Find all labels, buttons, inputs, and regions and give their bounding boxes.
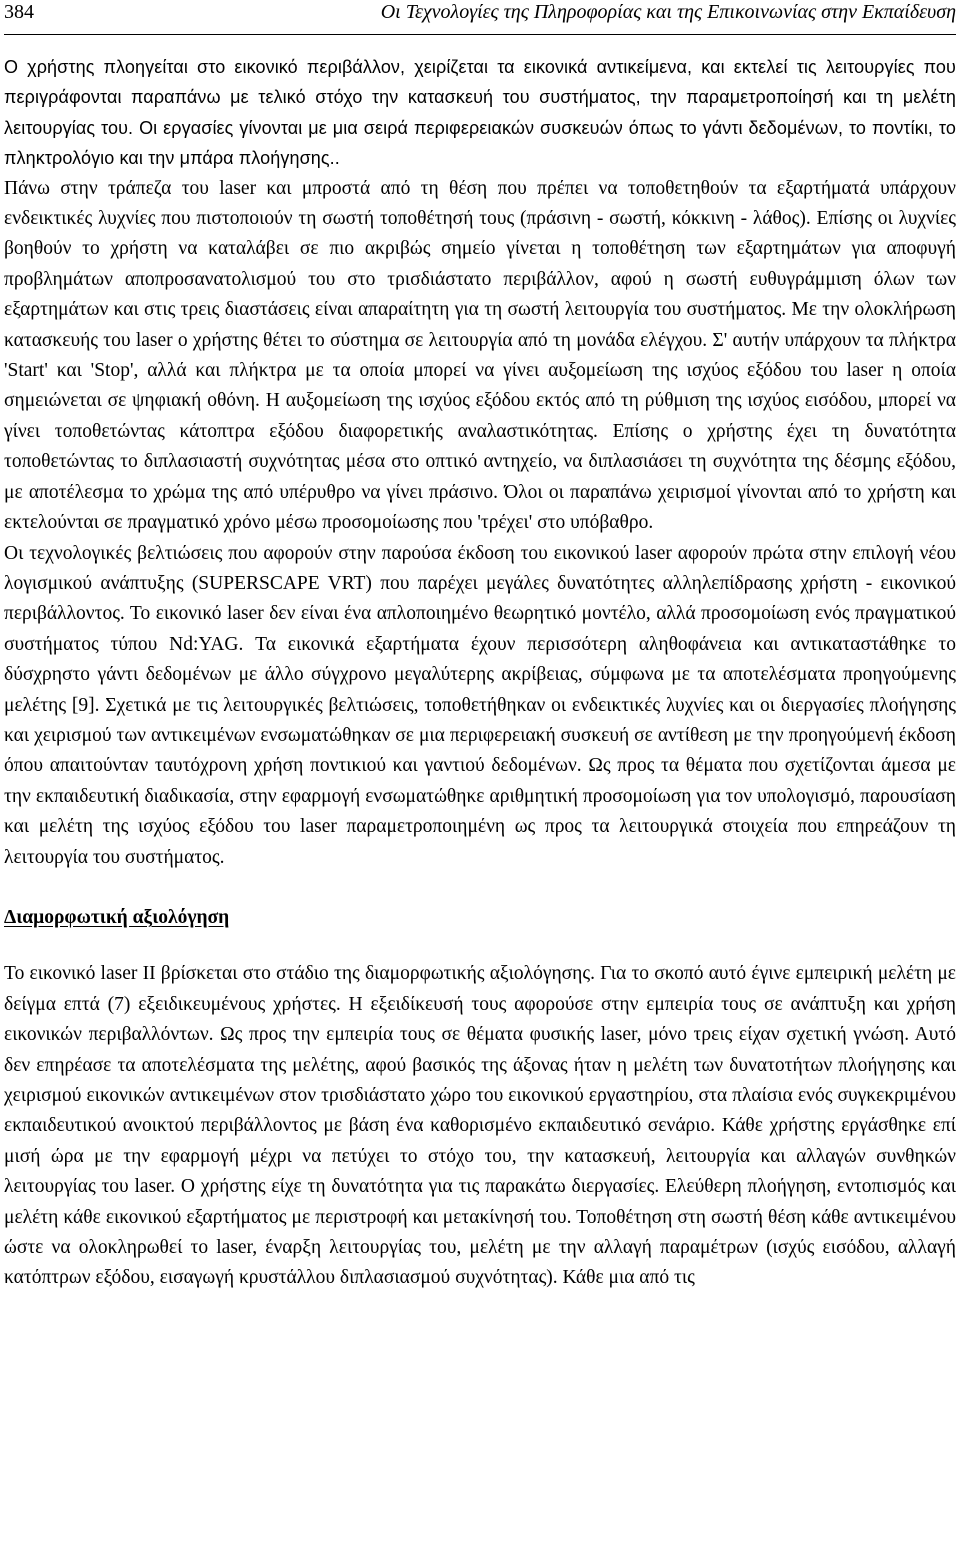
paragraph-navigation-intro: Ο χρήστης πλοηγείται στο εικονικό περιβάλλον, χειρίζεται τα εικονικά αντικείμενα, και εκτελεί τις λειτουργίες που περιγράφονται παραπάνω με τελικό στόχο την κατασκευή του συστήματος, την παραμετροποίησή και τη μελέτη λειτουργίας του. Οι εργασίες γίνονται με μια σειρά περιφερειακών συσκευών όπως το γάντι δεδομένων, το ποντίκι, το πληκτρολόγιο και την μπάρα πλοήγησης.. (4, 57, 956, 169)
paragraph-indicator-lamps: Πάνω στην τράπεζα του laser και μπροστά από τη θέση που πρέπει να τοποθετηθούν τα εξαρτήματά υπάρχουν ενδεικτικές λυχνίες που πιστοποιούν τη σωστή τοποθέτησή τους (πράσινη - σωστή, κόκκινη - λάθος). Επίσης οι λυχνίες βοηθούν το χρήστη να καταλάβει σε πιο ακριβώς σημείο γίνεται η τοποθέτηση των εξαρτημάτων για αποφυγή προβλημάτων αποπροσανατολισμού του στο τρισδιάστατο περιβάλλον, αφού η σωστή ευθυγράμμιση όλων των εξαρτημάτων και στις τρεις διαστάσεις είναι απαραίτητη για τη σωστή λειτουργία του συστήματος. Με την ολοκλήρωση κατασκευής του laser ο χρήστης θέτει το σύστημα σε λειτουργία από τη μονάδα ελέγχου. Σ' αυτήν υπάρχουν τα πλήκτρα 'Start' και 'Stop', αλλά και πλήκτρα με τα οποία μπορεί να γίνει αυξομείωση της ισχύος εξόδου του laser η οποία σημειώνεται σε ψηφιακή οθόνη. Η αυξομείωση της ισχύος εξόδου εκτός από τη ρύθμιση της ισχύος εισόδου, μπορεί να γίνει τοποθετώντας κάτοπτρα εξόδου διαφορετικής αναλαστικότητας. Επίσης ο χρήστης έχει τη δυνατότητα τοποθετώντας το διπλασιαστή συχνότητας μέσα στο οπτικό αντηχείο, να διπλασιάσει τη συχνότητα της δέσμης εξόδου, με αποτέλεσμα το χρώμα της από υπέρυθρο να γίνει πράσινο. Όλοι οι παραπάνω χειρισμοί γίνονται από το χρήστη και εκτελούνται σε πραγματικό χρόνο μέσω προσομοίωσης που 'τρέχει' στο υπόβαθρο. (4, 177, 956, 534)
heading-spacer (4, 933, 956, 959)
section-spacer (4, 873, 956, 903)
page-number: 384 (4, 1, 34, 23)
running-title: Οι Τεχνολογίες της Πληροφορίας και της Επικοινωνίας στην Εκπαίδευση (380, 1, 956, 23)
paragraph-formative-evaluation: Το εικονικό laser II βρίσκεται στο στάδιο της διαμορφωτικής αξιολόγησης. Για το σκοπό αυτό έγινε εμπειρική μελέτη με δείγμα επτά (7) εξειδικευμένους χρήστες. Η εξειδίκευσή τους αφορούσε στην εμπειρία τους σε ανάπτυξη και χρήση εικονικών περιβαλλόντων. Ως προς την εμπειρία τους σε θέματα φυσικής laser, μόνο τρεις είχαν σχετική γνώση. Αυτό δεν επηρέασε τα αποτελέσματα της μελέτης, αφού βασικός της άξονας ήταν η μελέτη των δυνατοτήτων πλοήγησης και χειρισμού εικονικών αντικειμένων στον τρισδιάστατο χώρο του εικονικού εργαστηρίου, στα πλαίσια ενός συγκεκριμένου εκπαιδευτικού ανοικτού περιβάλλοντος με βάση ένα καθορισμένο εκπαιδευτικό σενάριο. Κάθε χρήστης εργάσθηκε επί μισή ώρα με την εφαρμογή μέχρι να πετύχει το στόχο του, την κατασκευή, λειτουργία και αλλαγών συνθηκών λειτουργίας του laser. Ο χρήστης είχε τη δυνατότητα για τις παρακάτω διεργασίες. Ελεύθερη πλοήγηση, εντοπισμός και μελέτη κάθε εικονικού εξαρτήματος με περιστροφή και μετακίνησή του. Τοποθέτηση στη σωστή θέση κάθε αντικειμένου ώστε να ολοκληρωθεί το laser, έναρξη λειτουργίας του, μελέτη με την αλλαγή παραμέτρων (ισχύς εισόδου, αλλαγή κατόπτρων εξόδου, εισαγωγή κρυστάλλου διπλασιασμού συχνότητας). Κάθε μια από τις (4, 963, 956, 1289)
paragraph-technological-improvements: Οι τεχνολογικές βελτιώσεις που αφορούν στην παρούσα έκδοση του εικονικού laser αφορούν πρώτα στην επιλογή νέου λογισμικού ανάπτυξης (SUPERSCAPE VRT) που παρέχει μεγάλες δυνατότητες αλληλεπίδρασης χρήστη - εικονικού περιβάλλοντος. Το εικονικό laser δεν είναι ένα απλοποιημένο θεωρητικό μοντέλο, αλλά προσομοίωση ενός πραγματικού συστήματος τύπου Nd:YAG. Τα εικονικά εξαρτήματα έχουν περισσότερη αληθοφάνεια και αντικαταστάθηκε το δύσχρηστο γάντι δεδομένων με άλλο σύγχρονο μεγαλύτερης ακρίβειας, σύμφωνα με τα αποτελέσματα προηγούμενης μελέτης [9]. Σχετικά με τις λειτουργικές βελτιώσεις, τοποθετήθηκαν οι ενδεικτικές λυχνίες και οι διεργασίες πλοήγησης και χειρισμού των αντικειμένων ενσωματώθηκαν σε μια περιφερειακή συσκευή σε αντίθεση με την προηγούμενή έκδοση όπου απαιτούνταν ταυτόχρονη χρήση ποντικιού και γαντιού δεδομένων. Ως προς τα θέματα που σχετίζονται άμεσα με την εκπαιδευτική διαδικασία, στην εφαρμογή ενσωματώθηκε αριθμητική προσομοίωση για τον υπολογισμό, παρουσίαση και μελέτη της ισχύος εξόδου του laser παραμετροποιημένη ως προς τα λειτουργικά στοιχεία που επηρεάζουν τη λειτουργία του συστήματος. (4, 542, 956, 868)
section-heading: Διαμορφωτική αξιολόγηση (4, 906, 230, 928)
page-body (4, 52, 956, 1294)
page-header (4, 0, 956, 35)
